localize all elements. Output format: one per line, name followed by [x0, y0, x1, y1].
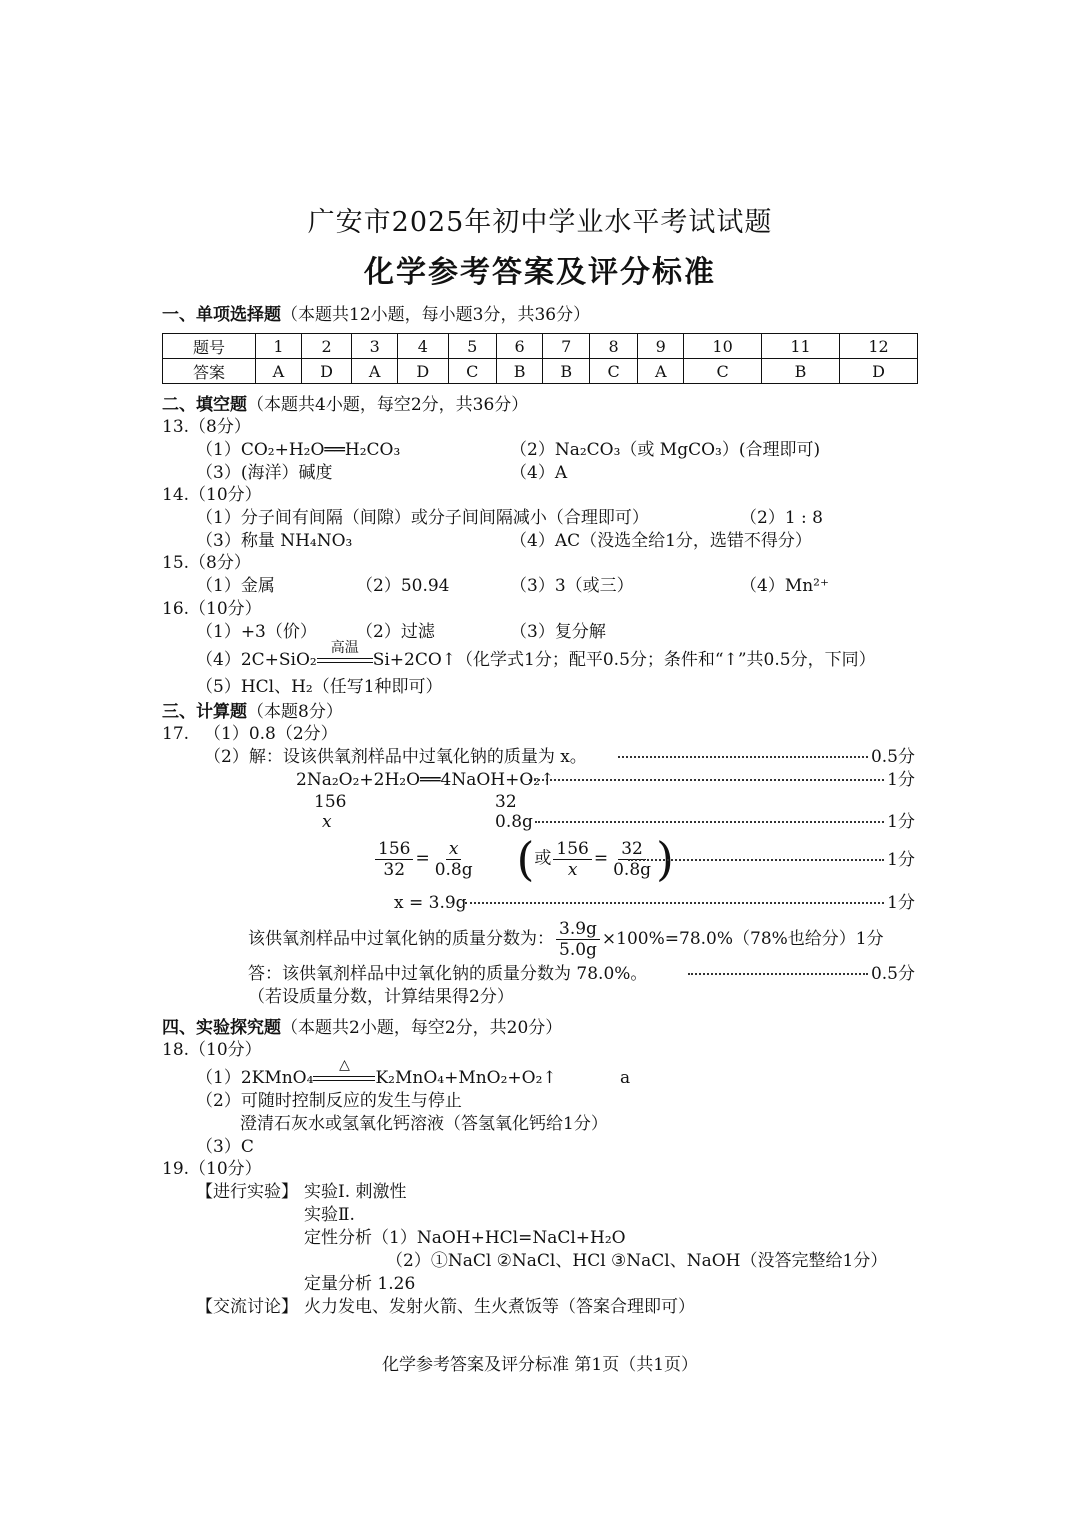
- section-2-note: （本题共4小题，每空2分，共36分）: [247, 395, 529, 415]
- q17-answer-score: [685, 963, 915, 985]
- question-number: 8: [589, 334, 637, 359]
- fraction-3.9g-5.0g: [556, 919, 600, 960]
- q14-header: 14.（10分）: [162, 485, 262, 505]
- q19-experiment-label: 【进行实验】: [196, 1182, 298, 1202]
- q16-reactants: （4）2C+SiO₂: [196, 650, 317, 670]
- q18-answer-1: [196, 1057, 557, 1089]
- section-3-note: （本题8分）: [247, 702, 343, 722]
- left-paren: (: [516, 832, 535, 886]
- score: 1分: [887, 850, 915, 870]
- question-number: 1: [256, 334, 302, 359]
- answer-cell: D: [301, 359, 351, 384]
- right-paren: ): [656, 832, 674, 886]
- answer-cell: C: [589, 359, 637, 384]
- question-number: 5: [448, 334, 496, 359]
- q19-qualitative-1: 定性分析（1）NaOH+HCl=NaCl+H₂O: [304, 1228, 626, 1248]
- answer-cell: D: [839, 359, 917, 384]
- q13-answer-1: （1）CO₂+H₂O══H₂CO₃: [196, 440, 401, 460]
- q18-answer-2b: 澄清石灰水或氢氧化钙溶液（答氢氧化钙给1分）: [240, 1114, 608, 1134]
- q18-equals-bar: [313, 1076, 375, 1081]
- table-row-answers: [163, 359, 918, 384]
- q15-answer-1: （1）金属: [196, 576, 275, 596]
- q13-answer-3: （3）(海洋）碱度: [196, 463, 333, 483]
- answer-cell: C: [684, 359, 762, 384]
- denominator: x: [567, 859, 578, 880]
- q13-answer-2: （2）Na₂CO₃（或 MgCO₃）(合理即可): [510, 440, 821, 460]
- q16-answer-1: （1）+3（价）: [196, 622, 317, 642]
- q17-solve-score: [615, 746, 915, 768]
- answer-key-title: 化学参考答案及评分标准: [364, 255, 716, 290]
- question-number: 12: [839, 334, 917, 359]
- numerator: 3.9g: [556, 919, 600, 940]
- q17-proportion-score: [625, 849, 915, 871]
- q16-answer-2: （2）过滤: [356, 622, 435, 642]
- denominator: 32: [383, 859, 406, 880]
- answer-cell: C: [448, 359, 496, 384]
- q14-answer-3: （3）称量 NH₄NO₃: [196, 531, 353, 551]
- score: 1分: [887, 770, 915, 790]
- denominator: 5.0g: [559, 940, 597, 960]
- question-number: 4: [398, 334, 448, 359]
- q17-percentage-line: [248, 917, 884, 961]
- q19-discussion: 火力发电、发射火箭、生火煮饭等（答案合理即可）: [304, 1297, 695, 1317]
- answer-cell: D: [398, 359, 448, 384]
- q18-answer-1-extra: a: [620, 1068, 631, 1088]
- q17-answer-1: （1）0.8（2分）: [204, 724, 338, 744]
- q17-answer-statement: 答：该供氧剂样品中过氧化钠的质量分数为 78.0%。: [248, 964, 648, 984]
- q19-experiment-2: 实验Ⅱ.: [304, 1205, 355, 1225]
- answer-cell: A: [256, 359, 302, 384]
- q16-condition-text: 高温: [330, 640, 359, 656]
- percentage-label: 该供氧剂样品中过氧化钠的质量分数为：: [248, 929, 554, 949]
- numerator: 156: [375, 839, 413, 860]
- section-3-header: [162, 701, 343, 723]
- exam-title: 广安市2025年初中学业水平考试试题: [307, 207, 773, 238]
- fraction-x-0.8g: [432, 839, 476, 880]
- q15-header: 15.（8分）: [162, 553, 251, 573]
- fraction-156-x: [553, 839, 591, 880]
- q13-header: 13.（8分）: [162, 417, 251, 437]
- heat-symbol: △: [339, 1057, 350, 1073]
- leader-dots: [688, 973, 868, 975]
- section-1-heading: 一、单项选择题: [162, 305, 281, 325]
- q14-answer-4: （4）AC（没选全给1分，选错不得分）: [510, 531, 812, 551]
- score: 0.5分: [870, 747, 915, 767]
- q13-answer-4: （4）A: [510, 463, 568, 483]
- q16-products: Si+2CO↑（化学式1分；配平0.5分；条件和“↑”共0.5分，下同）: [372, 650, 876, 670]
- q17-mass-32: 32: [495, 792, 517, 812]
- q14-answer-2: （2）1 : 8: [740, 508, 823, 528]
- score: 0.5分: [870, 964, 915, 984]
- q17-result-score: [462, 892, 915, 914]
- denominator: 0.8g: [434, 859, 473, 880]
- q17-var-x: x: [322, 812, 332, 832]
- choice-answer-table: [162, 333, 918, 384]
- section-1-note: （本题共12小题，每小题3分，共36分）: [281, 305, 591, 325]
- question-number: 3: [352, 334, 398, 359]
- row-label-question: 题号: [163, 334, 256, 359]
- q16-answer-5: （5）HCl、H₂（任写1种即可）: [196, 677, 443, 697]
- question-number: 6: [496, 334, 543, 359]
- q17-mass-156: 156: [314, 792, 347, 812]
- q15-answer-2: （2）50.94: [356, 576, 450, 596]
- section-4-heading: 四、实验探究题: [162, 1018, 281, 1038]
- leader-dots: [628, 859, 884, 861]
- q18-header: 18.（10分）: [162, 1040, 262, 1060]
- row-label-answer: 答案: [163, 359, 256, 384]
- q17-note: （若设质量分数，计算结果得2分）: [248, 987, 514, 1007]
- section-4-header: [162, 1017, 562, 1039]
- section-1-header: [162, 304, 590, 326]
- q16-header: 16.（10分）: [162, 599, 262, 619]
- q17-equation: 2Na₂O₂+2H₂O══4NaOH+O₂↑: [296, 770, 555, 790]
- q19-qualitative-2: （2）①NaCl ②NaCl、HCl ③NaCl、NaOH（没答完整给1分）: [386, 1251, 888, 1271]
- or-text: 或: [534, 848, 552, 869]
- section-4-note: （本题共2小题，每空2分，共20分）: [281, 1018, 563, 1038]
- q19-header: 19.（10分）: [162, 1159, 262, 1179]
- percentage-tail: ×100%=78.0%（78%也给分）1分: [601, 929, 884, 949]
- answer-cell: B: [762, 359, 840, 384]
- section-2-heading: 二、填空题: [162, 395, 247, 415]
- q17-result: x = 3.9g: [394, 893, 467, 913]
- answer-cell: B: [496, 359, 543, 384]
- q18-reactant: （1）2KMnO₄: [196, 1068, 314, 1088]
- q17-var-mass: 0.8g: [495, 812, 533, 832]
- q16-answer-3: （3）复分解: [510, 622, 606, 642]
- q15-answer-4: （4）Mn²⁺: [740, 576, 829, 596]
- question-number: 7: [543, 334, 590, 359]
- numerator: 156: [553, 839, 591, 860]
- table-row-question-numbers: [163, 334, 918, 359]
- score: 1分: [887, 893, 915, 913]
- question-number: 9: [638, 334, 684, 359]
- q19-discussion-label: 【交流讨论】: [196, 1297, 298, 1317]
- q16-condition: [317, 640, 373, 671]
- denominator: 0.8g: [613, 859, 652, 880]
- answer-cell: A: [352, 359, 398, 384]
- q18-answer-3: （3）C: [196, 1137, 254, 1157]
- question-number: 2: [301, 334, 351, 359]
- numerator: x: [446, 839, 462, 860]
- q18-products: K₂MnO₄+MnO₂+O₂↑: [375, 1068, 557, 1088]
- question-number: 11: [762, 334, 840, 359]
- q17-header: 17.: [162, 724, 190, 744]
- leader-dots: [618, 756, 868, 758]
- q19-experiment-1: 实验Ⅰ. 刺激性: [304, 1182, 407, 1202]
- q18-answer-2: （2）可随时控制反应的发生与停止: [196, 1091, 462, 1111]
- q17-equation-score: [526, 769, 915, 791]
- answer-cell: A: [638, 359, 684, 384]
- q15-answer-3: （3）3（或三）: [510, 576, 634, 596]
- leader-dots: [535, 821, 884, 823]
- section-3-heading: 三、计算题: [162, 702, 247, 722]
- q17-mass-score: [532, 811, 915, 833]
- q14-answer-1: （1）分子间有间隔（间隙）或分子间间隔减小（合理即可）: [196, 508, 649, 528]
- question-number: 10: [684, 334, 762, 359]
- leader-dots: [529, 779, 884, 781]
- fraction-156-32: [375, 839, 413, 880]
- q18-condition: [313, 1057, 375, 1089]
- q19-quantitative: 定量分析 1.26: [304, 1274, 416, 1294]
- q16-answer-4: [196, 640, 876, 671]
- page-footer: 化学参考答案及评分标准 第1页（共1页）: [381, 1355, 699, 1375]
- answer-cell: B: [543, 359, 590, 384]
- section-2-header: [162, 394, 528, 416]
- q17-proportion: $\frac{156}{32}$ = $\frac{x}{0.8g}$ (或 $\frac{156}{x}$ = $\frac{32}{0.8g}$ ): [373, 836, 674, 882]
- leader-dots: [465, 902, 884, 904]
- numerator: 32: [618, 839, 646, 860]
- q17-solve-line: （2）解：设该供氧剂样品中过氧化钠的质量为 x。: [204, 747, 587, 767]
- score: 1分: [887, 812, 915, 832]
